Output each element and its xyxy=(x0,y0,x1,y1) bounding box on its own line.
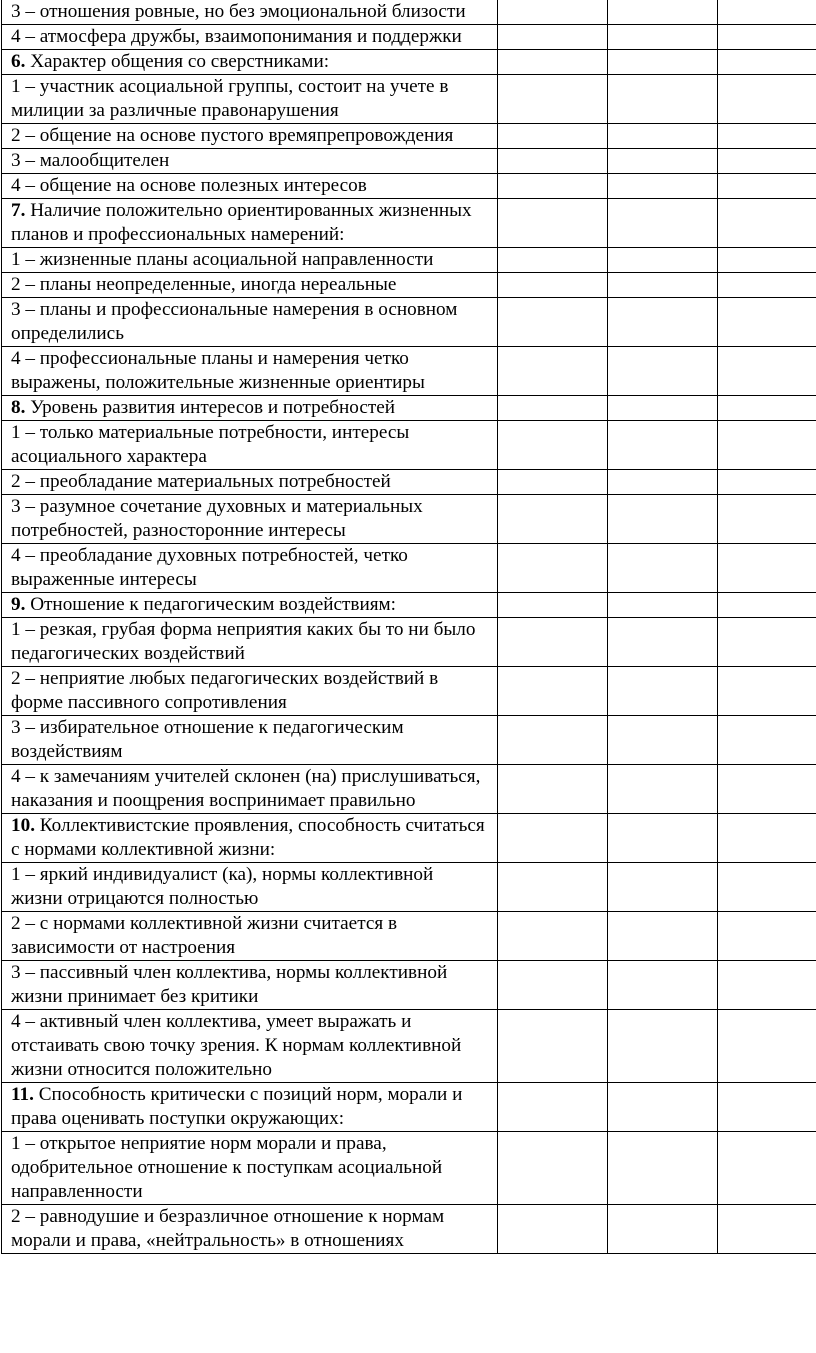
score-cell xyxy=(718,347,816,396)
criterion-number: 7. xyxy=(11,200,26,221)
criterion-number: 10. xyxy=(11,815,35,836)
score-cell xyxy=(608,1010,718,1083)
option-text: 4 – активный член коллектива, умеет выражать и отстаивать свою точку зрения. К нормам коллективной жизни относится положительно xyxy=(11,1011,462,1080)
score-cell xyxy=(608,149,718,174)
score-cell xyxy=(718,765,816,814)
option-row xyxy=(2,765,816,814)
score-cell xyxy=(718,593,816,618)
score-cell xyxy=(498,544,608,593)
score-cell xyxy=(498,912,608,961)
option-cell xyxy=(2,1132,498,1205)
criterion-cell xyxy=(2,1083,498,1132)
score-cell xyxy=(718,618,816,667)
criterion-text: Уровень развития интересов и потребностей xyxy=(30,397,396,418)
score-cell xyxy=(718,149,816,174)
option-cell xyxy=(2,421,498,470)
score-cell xyxy=(608,667,718,716)
score-cell xyxy=(498,421,608,470)
score-cell xyxy=(608,50,718,75)
score-cell xyxy=(718,470,816,495)
criterion-row xyxy=(2,1083,816,1132)
criterion-text: Характер общения со сверстниками: xyxy=(30,51,330,72)
option-row xyxy=(2,124,816,149)
option-row xyxy=(2,716,816,765)
criterion-number: 9. xyxy=(11,594,26,615)
option-row xyxy=(2,298,816,347)
score-cell xyxy=(608,495,718,544)
option-cell xyxy=(2,470,498,495)
option-cell xyxy=(2,174,498,199)
option-text: 4 – атмосфера дружбы, взаимопонимания и поддержки xyxy=(11,26,462,47)
score-cell xyxy=(498,1205,608,1254)
assessment-table-body xyxy=(2,0,816,1254)
score-cell xyxy=(718,544,816,593)
criterion-number: 8. xyxy=(11,397,26,418)
score-cell xyxy=(498,75,608,124)
option-text: 2 – равнодушие и безразличное отношение к нормам морали и права, «нейтральность» в отношениях xyxy=(11,1206,445,1251)
score-cell xyxy=(608,1205,718,1254)
option-text: 3 – разумное сочетание духовных и материальных потребностей, разносторонние интересы xyxy=(11,496,423,541)
option-cell xyxy=(2,667,498,716)
score-cell xyxy=(608,470,718,495)
option-text: 4 – общение на основе полезных интересов xyxy=(11,175,367,196)
criterion-cell xyxy=(2,396,498,421)
option-row xyxy=(2,863,816,912)
score-cell xyxy=(498,716,608,765)
score-cell xyxy=(498,593,608,618)
score-cell xyxy=(498,124,608,149)
option-cell xyxy=(2,273,498,298)
option-row xyxy=(2,347,816,396)
score-cell xyxy=(498,1132,608,1205)
option-cell xyxy=(2,298,498,347)
criterion-number: 6. xyxy=(11,51,26,72)
score-cell xyxy=(608,248,718,273)
option-cell xyxy=(2,863,498,912)
score-cell xyxy=(498,199,608,248)
score-cell xyxy=(608,298,718,347)
option-text: 3 – малообщителен xyxy=(11,150,170,171)
score-cell xyxy=(718,298,816,347)
option-cell xyxy=(2,347,498,396)
option-cell xyxy=(2,1205,498,1254)
score-cell xyxy=(608,75,718,124)
score-cell xyxy=(608,273,718,298)
score-cell xyxy=(498,50,608,75)
option-text: 3 – отношения ровные, но без эмоциональной близости xyxy=(11,1,466,22)
option-text: 4 – профессиональные планы и намерения четко выражены, положительные жизненные ориентиры xyxy=(11,348,425,393)
score-cell xyxy=(498,25,608,50)
score-cell xyxy=(718,75,816,124)
score-cell xyxy=(498,470,608,495)
score-cell xyxy=(608,396,718,421)
assessment-table xyxy=(1,0,816,1254)
score-cell xyxy=(718,199,816,248)
criterion-cell xyxy=(2,814,498,863)
option-row xyxy=(2,495,816,544)
score-cell xyxy=(608,544,718,593)
criterion-cell xyxy=(2,199,498,248)
option-cell xyxy=(2,248,498,273)
option-cell xyxy=(2,544,498,593)
option-row xyxy=(2,149,816,174)
score-cell xyxy=(498,1010,608,1083)
score-cell xyxy=(608,912,718,961)
score-cell xyxy=(718,248,816,273)
score-cell xyxy=(718,814,816,863)
criterion-cell xyxy=(2,50,498,75)
option-text: 1 – резкая, грубая форма неприятия каких бы то ни было педагогических воздействий xyxy=(11,619,476,664)
score-cell xyxy=(718,961,816,1010)
option-row xyxy=(2,470,816,495)
score-cell xyxy=(498,396,608,421)
score-cell xyxy=(608,814,718,863)
option-cell xyxy=(2,75,498,124)
score-cell xyxy=(608,593,718,618)
score-cell xyxy=(718,716,816,765)
option-cell xyxy=(2,495,498,544)
option-cell xyxy=(2,912,498,961)
option-row xyxy=(2,1132,816,1205)
option-row xyxy=(2,912,816,961)
score-cell xyxy=(498,0,608,25)
score-cell xyxy=(498,149,608,174)
criterion-text: Отношение к педагогическим воздействиям: xyxy=(30,594,397,615)
score-cell xyxy=(498,1083,608,1132)
option-text: 2 – общение на основе пустого времяпрепровождения xyxy=(11,125,454,146)
score-cell xyxy=(498,618,608,667)
score-cell xyxy=(498,273,608,298)
option-row xyxy=(2,0,816,25)
score-cell xyxy=(498,248,608,273)
criterion-text: Наличие положительно ориентированных жизненных планов и профессиональных намерений: xyxy=(11,200,472,245)
score-cell xyxy=(498,961,608,1010)
option-cell xyxy=(2,0,498,25)
option-text: 3 – избирательное отношение к педагогическим воздействиям xyxy=(11,717,404,762)
score-cell xyxy=(498,765,608,814)
score-cell xyxy=(498,814,608,863)
option-cell xyxy=(2,961,498,1010)
option-text: 2 – с нормами коллективной жизни считается в зависимости от настроения xyxy=(11,913,398,958)
score-cell xyxy=(718,174,816,199)
option-row xyxy=(2,1205,816,1254)
score-cell xyxy=(608,961,718,1010)
score-cell xyxy=(718,25,816,50)
option-row xyxy=(2,1010,816,1083)
option-cell xyxy=(2,124,498,149)
option-row xyxy=(2,544,816,593)
score-cell xyxy=(718,273,816,298)
criterion-row xyxy=(2,396,816,421)
option-text: 3 – пассивный член коллектива, нормы коллективной жизни принимает без критики xyxy=(11,962,448,1007)
criterion-text: Способность критически с позиций норм, морали и права оценивать поступки окружающих: xyxy=(11,1084,463,1129)
score-cell xyxy=(718,1132,816,1205)
score-cell xyxy=(608,863,718,912)
criterion-row xyxy=(2,593,816,618)
option-text: 4 – преобладание духовных потребностей, четко выраженные интересы xyxy=(11,545,408,590)
score-cell xyxy=(608,618,718,667)
score-cell xyxy=(718,124,816,149)
option-text: 2 – планы неопределенные, иногда нереальные xyxy=(11,274,397,295)
option-cell xyxy=(2,716,498,765)
criterion-number: 11. xyxy=(11,1084,34,1105)
criterion-text: Коллективистские проявления, способность считаться с нормами коллективной жизни: xyxy=(11,815,485,860)
score-cell xyxy=(718,863,816,912)
option-text: 4 – к замечаниям учителей склонен (на) прислушиваться, наказания и поощрения воспринимает правильно xyxy=(11,766,481,811)
score-cell xyxy=(608,1083,718,1132)
score-cell xyxy=(608,174,718,199)
score-cell xyxy=(718,1205,816,1254)
option-text: 3 – планы и профессиональные намерения в основном определились xyxy=(11,299,458,344)
option-text: 2 – преобладание материальных потребностей xyxy=(11,471,391,492)
criterion-cell xyxy=(2,593,498,618)
score-cell xyxy=(718,495,816,544)
score-cell xyxy=(498,174,608,199)
score-cell xyxy=(608,0,718,25)
option-row xyxy=(2,174,816,199)
criterion-row xyxy=(2,814,816,863)
score-cell xyxy=(608,716,718,765)
score-cell xyxy=(498,347,608,396)
criterion-row xyxy=(2,50,816,75)
option-cell xyxy=(2,618,498,667)
score-cell xyxy=(608,347,718,396)
score-cell xyxy=(498,495,608,544)
option-text: 1 – участник асоциальной группы, состоит на учете в милиции за различные правонарушения xyxy=(11,76,449,121)
option-cell xyxy=(2,149,498,174)
score-cell xyxy=(608,199,718,248)
option-row xyxy=(2,667,816,716)
score-cell xyxy=(608,1132,718,1205)
score-cell xyxy=(498,863,608,912)
option-text: 2 – неприятие любых педагогических воздействий в форме пассивного сопротивления xyxy=(11,668,439,713)
option-row xyxy=(2,421,816,470)
option-cell xyxy=(2,1010,498,1083)
option-text: 1 – только материальные потребности, интересы асоциального характера xyxy=(11,422,410,467)
option-cell xyxy=(2,25,498,50)
option-text: 1 – яркий индивидуалист (ка), нормы коллективной жизни отрицаются полностью xyxy=(11,864,434,909)
option-text: 1 – жизненные планы асоциальной направленности xyxy=(11,249,434,270)
score-cell xyxy=(718,1010,816,1083)
score-cell xyxy=(718,912,816,961)
option-row xyxy=(2,75,816,124)
score-cell xyxy=(718,0,816,25)
score-cell xyxy=(718,421,816,470)
score-cell xyxy=(718,396,816,421)
option-row xyxy=(2,961,816,1010)
score-cell xyxy=(718,50,816,75)
option-row xyxy=(2,618,816,667)
score-cell xyxy=(608,124,718,149)
option-row xyxy=(2,273,816,298)
score-cell xyxy=(608,421,718,470)
score-cell xyxy=(718,1083,816,1132)
option-cell xyxy=(2,765,498,814)
option-text: 1 – открытое неприятие норм морали и права, одобрительное отношение к поступкам асоциальной направленности xyxy=(11,1133,443,1202)
score-cell xyxy=(498,667,608,716)
score-cell xyxy=(608,25,718,50)
score-cell xyxy=(498,298,608,347)
criterion-row xyxy=(2,199,816,248)
score-cell xyxy=(718,667,816,716)
option-row xyxy=(2,25,816,50)
option-row xyxy=(2,248,816,273)
score-cell xyxy=(608,765,718,814)
